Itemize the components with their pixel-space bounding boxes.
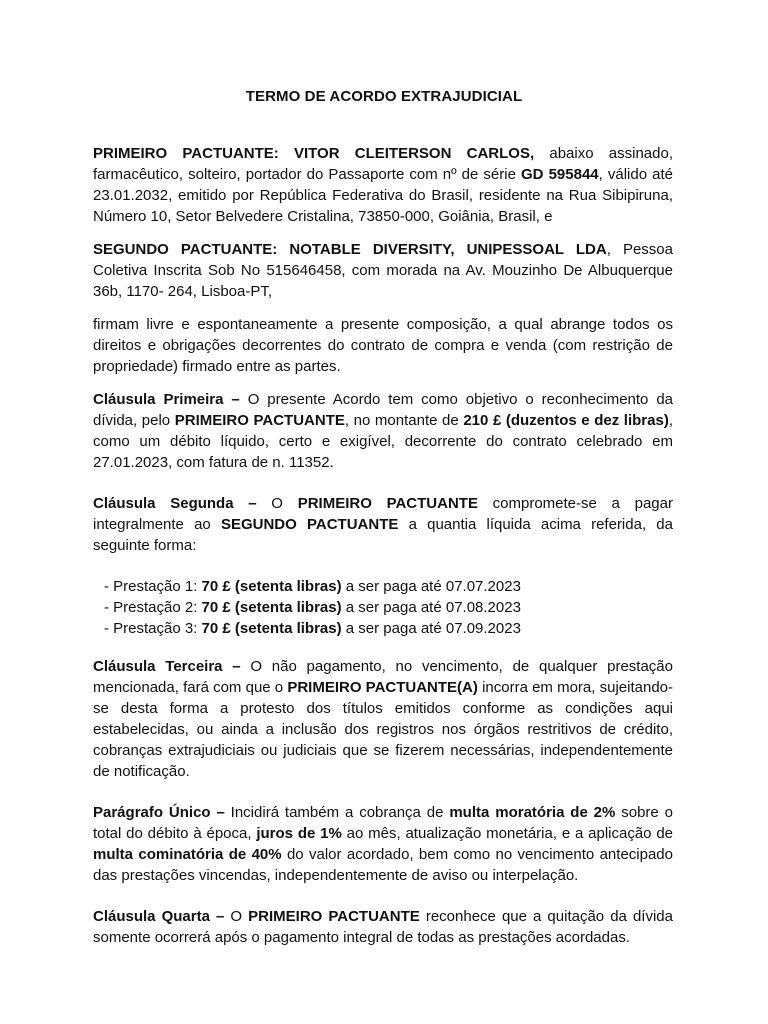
sole-paragraph: Parágrafo Único – Incidirá também a cobrança de multa moratória de 2% sobre o total do débito à época, juros de 1% ao mês, atualização monetária, e a aplicação de multa cominatória de 40% do valor acordado, bem como no vencimento antecipado das prestações vincendas, independentemente de aviso ou interpelação. <box>93 804 674 884</box>
clause-third-label: Cláusula Terceira – <box>93 658 241 675</box>
clause-first-paragraph: Cláusula Primeira – O presente Acordo tem como objetivo o reconhecimento da dívida, pelo PRIMEIRO PACTUANTE, no montante de 210 £ (duzentos e dez libras), como um débito líquido, certo e exigível, decorrente do contrato celebrado em 27.01.2023, com fatura de n. 11352. <box>93 391 674 471</box>
second-party-text: , Pessoa Coletiva Inscrita Sob No 515646458, com morada na Av. Mouzinho De Albuquerque 36b, 1170- 264, Lisboa-PT, <box>93 241 673 300</box>
first-party-text-a: abaixo assinado, farmacêutico, solteiro, portador do Passaporte com nº de série <box>93 145 673 183</box>
clause-fourth-label: Cláusula Quarta – <box>93 908 225 925</box>
sole-paragraph-label: Parágrafo Único – <box>93 804 225 821</box>
clause-second-party-1: PRIMEIRO PACTUANTE <box>297 495 478 512</box>
first-party-text-b: , válido até 23.01.2032, emitido por República Federativa do Brasil, residente na Rua Sibipiruna, Número 10, Setor Belvedere Cristalina, 73850-000, Goiânia, Brasil, e <box>93 166 673 225</box>
document-body <box>93 143 673 948</box>
clause-third-party: PRIMEIRO PACTUANTE(A) <box>287 679 478 696</box>
agreement-intro-paragraph: firmam livre e espontaneamente a presente composição, a qual abrange todos os direitos e obrigações decorrentes do contrato de compra e venda (com restrição de propriedade) firmado entre as partes. <box>93 316 673 375</box>
first-party-paragraph <box>93 143 673 227</box>
document-title: TERMO DE ACORDO EXTRAJUDICIAL <box>245 88 523 105</box>
first-party-label: PRIMEIRO PACTUANTE: VITOR CLEITERSON CARLOS, <box>93 145 535 162</box>
penalty-fine: multa cominatória de 40% <box>93 846 282 863</box>
clause-second-paragraph: Cláusula Segunda – O PRIMEIRO PACTUANTE compromete-se a pagar integralmente ao SEGUNDO PACTUANTE a quantia líquida acima referida, da seguinte forma: <box>93 495 673 554</box>
installment-amount: 70 £ (setenta libras) <box>201 620 342 637</box>
clause-third-paragraph: Cláusula Terceira – O não pagamento, no vencimento, de qualquer prestação mencionada, fará com que o PRIMEIRO PACTUANTE(A) incorra em mora, sujeitando-se desta forma a protesto dos títulos emitidos conforme as condições aqui estabelecidas, ou ainda a inclusão dos registros nos órgãos restritivos de crédito, cobranças extrajudiciais ou judiciais que se fizerem necessárias, independentemente de notificação. <box>93 658 673 780</box>
clause-second-label: Cláusula Segunda – <box>93 495 257 512</box>
installment-item: - Prestação 1: 70 £ (setenta libras) a ser paga até 07.07.2023 <box>104 578 521 595</box>
clause-second-party-2: SEGUNDO PACTUANTE <box>220 516 399 533</box>
late-fine: multa moratória de 2% <box>449 804 616 821</box>
second-party-paragraph <box>93 239 673 302</box>
installment-item: - Prestação 2: 70 £ (setenta libras) a ser paga até 07.08.2023 <box>104 599 521 616</box>
debt-amount: 210 £ (duzentos e dez libras) <box>463 412 669 429</box>
second-party-label: SEGUNDO PACTUANTE: NOTABLE DIVERSITY, UNIPESSOAL LDA <box>93 241 607 258</box>
clause-fourth-paragraph: Cláusula Quarta – O PRIMEIRO PACTUANTE reconhece que a quitação da dívida somente ocorrerá após o pagamento integral de todas as prestações acordadas. <box>93 908 673 946</box>
installment-amount: 70 £ (setenta libras) <box>201 578 342 595</box>
installment-amount: 70 £ (setenta libras) <box>201 599 342 616</box>
installment-list <box>93 576 673 639</box>
installment-item: - Prestação 3: 70 £ (setenta libras) a ser paga até 07.09.2023 <box>104 620 521 637</box>
interest-rate: juros de 1% <box>256 825 342 842</box>
clause-fourth-party: PRIMEIRO PACTUANTE <box>248 908 420 925</box>
clause-first-party: PRIMEIRO PACTUANTE <box>174 412 345 429</box>
passport-number: GD 595844 <box>521 166 599 183</box>
clause-first-label: Cláusula Primeira – <box>93 391 240 408</box>
